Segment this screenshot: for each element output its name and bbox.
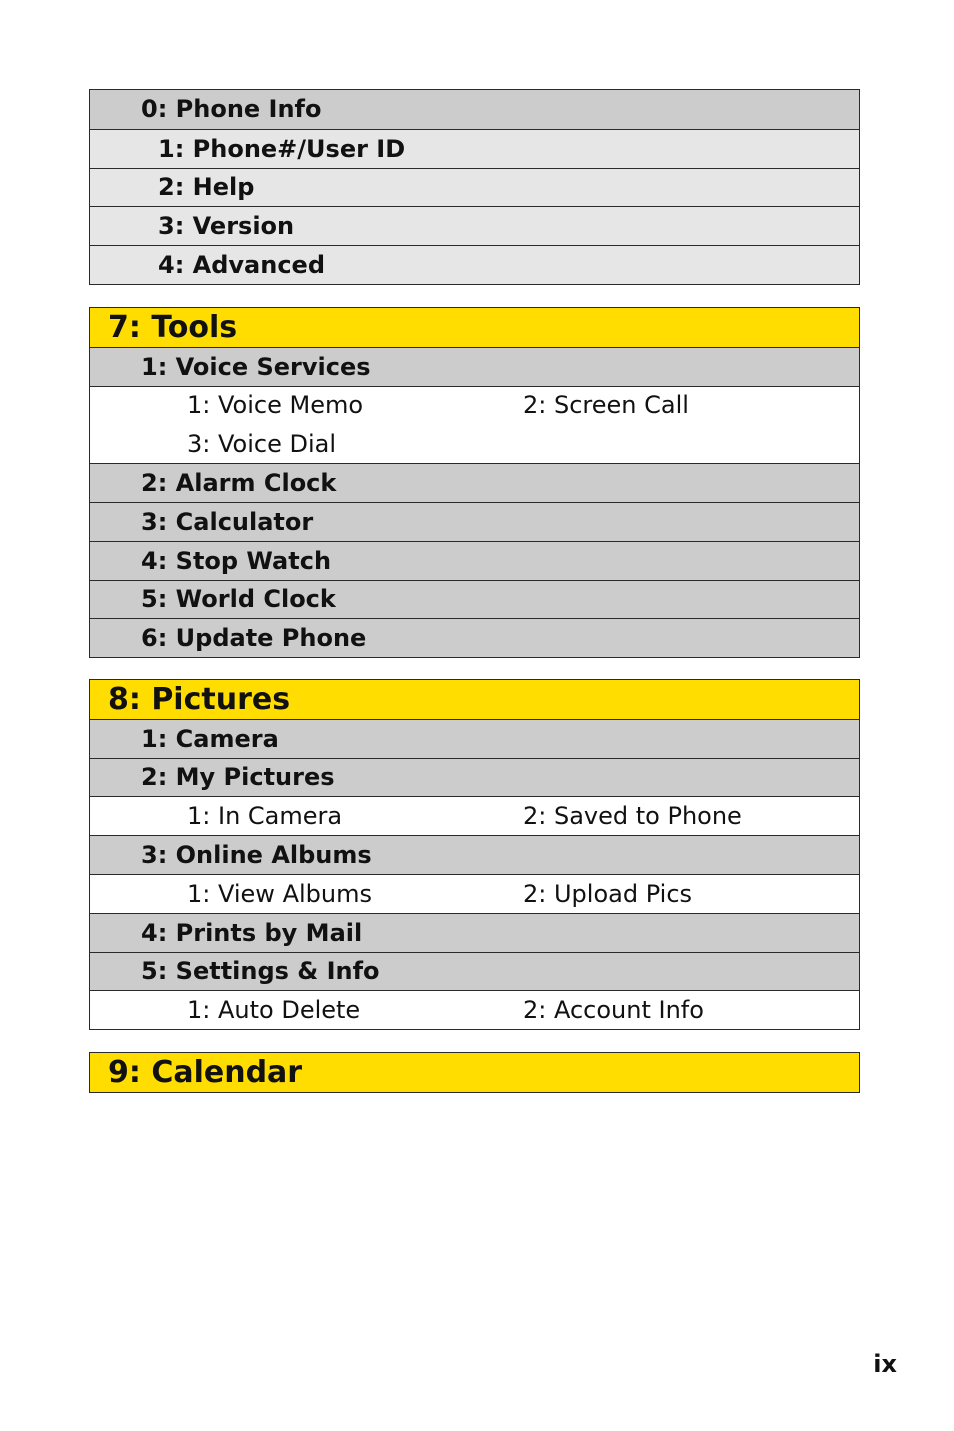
menu-item-voice-services[interactable]: 1: Voice Services xyxy=(90,347,859,386)
submenu-item-account-info[interactable]: 2: Account Info xyxy=(523,996,704,1025)
menu-item-online-albums[interactable]: 3: Online Albums xyxy=(90,835,859,874)
submenu-item-screen-call[interactable]: 2: Screen Call xyxy=(523,391,689,420)
menu-item-calculator[interactable]: 3: Calculator xyxy=(90,502,859,541)
submenu-item-auto-delete[interactable]: 1: Auto Delete xyxy=(187,996,361,1025)
submenu-item-voice-dial[interactable]: 3: Voice Dial xyxy=(187,429,337,458)
calendar-table xyxy=(89,1052,860,1093)
submenu-row xyxy=(90,796,859,835)
menu-item-alarm-clock[interactable]: 2: Alarm Clock xyxy=(90,463,859,502)
menu-item-my-pictures[interactable]: 2: My Pictures xyxy=(90,758,859,797)
menu-item-stop-watch[interactable]: 4: Stop Watch xyxy=(90,541,859,580)
section-header-pictures[interactable]: 8: Pictures xyxy=(90,680,859,719)
page-number: ix xyxy=(873,1350,897,1378)
submenu-item-upload-pics[interactable]: 2: Upload Pics xyxy=(523,879,693,908)
submenu-row xyxy=(90,386,859,425)
menu-item-settings-info[interactable]: 5: Settings & Info xyxy=(90,952,859,991)
tools-table xyxy=(89,307,860,658)
menu-item-advanced[interactable]: 4: Advanced xyxy=(90,245,859,284)
menu-item-phone-info[interactable]: 0: Phone Info xyxy=(90,90,859,129)
submenu-item-view-albums[interactable]: 1: View Albums xyxy=(187,879,372,908)
submenu-item-saved-to-phone[interactable]: 2: Saved to Phone xyxy=(523,802,742,831)
section-header-tools[interactable]: 7: Tools xyxy=(90,308,859,347)
section-header-calendar[interactable]: 9: Calendar xyxy=(90,1053,859,1092)
menu-item-help[interactable]: 2: Help xyxy=(90,168,859,207)
submenu-item-voice-memo[interactable]: 1: Voice Memo xyxy=(187,391,364,420)
pictures-table xyxy=(89,679,860,1030)
menu-item-prints-by-mail[interactable]: 4: Prints by Mail xyxy=(90,913,859,952)
menu-item-update-phone[interactable]: 6: Update Phone xyxy=(90,618,859,657)
submenu-row xyxy=(90,424,859,463)
submenu-item-in-camera[interactable]: 1: In Camera xyxy=(187,802,343,831)
menu-item-phone-user-id[interactable]: 1: Phone#/User ID xyxy=(90,129,859,168)
submenu-row xyxy=(90,874,859,913)
menu-item-version[interactable]: 3: Version xyxy=(90,206,859,245)
menu-item-camera[interactable]: 1: Camera xyxy=(90,719,859,758)
menu-item-world-clock[interactable]: 5: World Clock xyxy=(90,580,859,619)
submenu-row xyxy=(90,990,859,1029)
phone-info-table xyxy=(89,89,860,285)
